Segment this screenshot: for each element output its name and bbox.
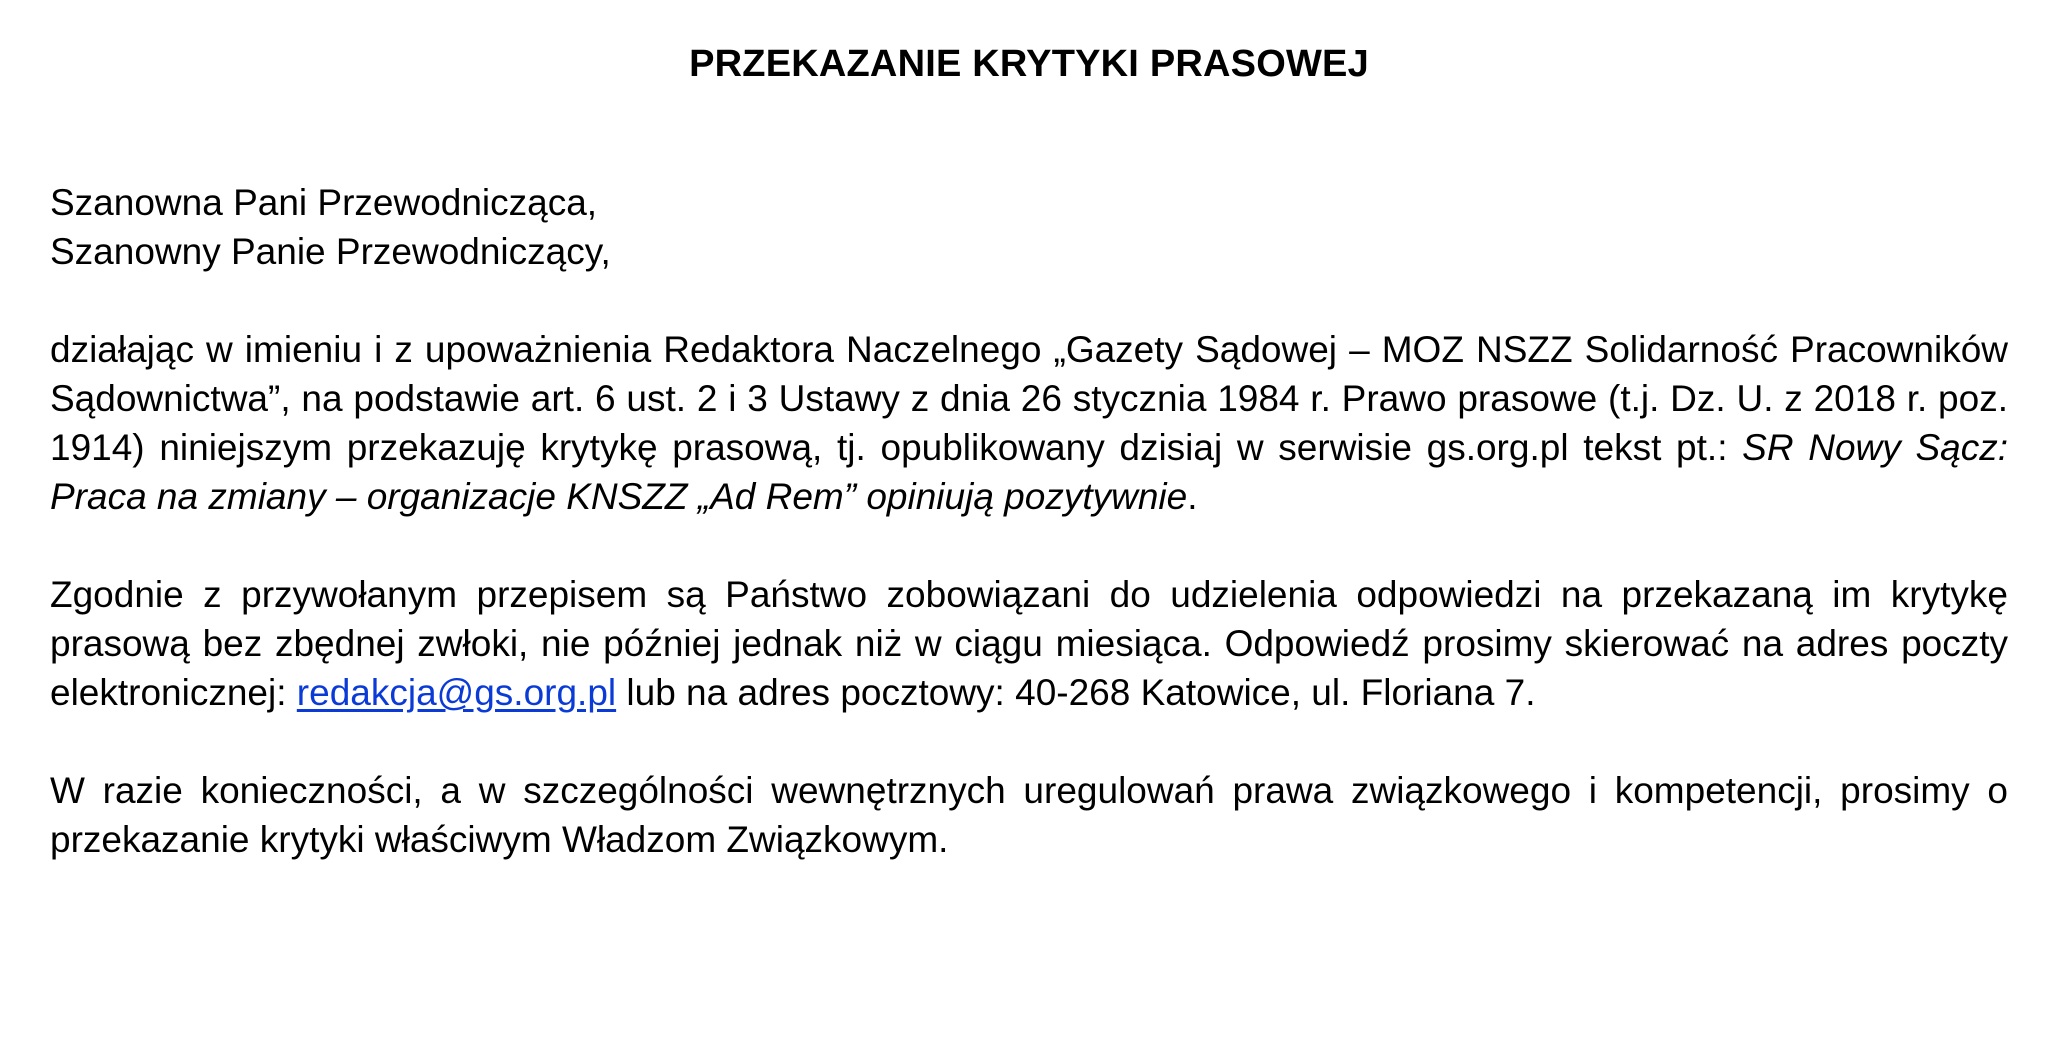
greeting xyxy=(50,178,2008,276)
greeting-line-2: Szanowny Panie Przewodniczący, xyxy=(50,231,611,272)
paragraph-response-request xyxy=(50,570,2008,717)
paragraph-response-address: lub na adres pocztowy: 40-268 Katowice, ul. Floriana 7. xyxy=(616,672,1536,713)
article-title: SR Nowy Sącz: Praca na zmiany – organizacje KNSZZ „Ad Rem” opiniują pozytywnie xyxy=(50,427,2008,517)
paragraph-authorization xyxy=(50,325,2008,521)
document-title: PRZEKAZANIE KRYTYKI PRASOWEJ xyxy=(689,43,1369,85)
greeting-line-1: Szanowna Pani Przewodnicząca, xyxy=(50,182,598,223)
letter-page xyxy=(50,0,2008,864)
paragraph-forwarding: W razie konieczności, a w szczególności wewnętrznych uregulowań prawa związkowego i kompetencji, prosimy o przekazanie krytyki właściwym Władzom Związkowym. xyxy=(50,770,2008,860)
paragraph-response-text: Zgodnie z przywołanym przepisem są Państwo zobowiązani do udzielenia odpowiedzi na przekazaną im krytykę prasową bez zbędnej zwłoki, nie później jednak niż w ciągu miesiąca. Odpowiedź prosimy skierować na adres poczty elektronicznej: xyxy=(50,574,2008,713)
paragraph-authorization-text: działając w imieniu i z upoważnienia Redaktora Naczelnego „Gazety Sądowej – MOZ NSZZ Solidarność Pracowników Sądownictwa”, na podstawie art. 6 ust. 2 i 3 Ustawy z dnia 26 stycznia 1984 r. Prawo prasowe (t.j. Dz. U. z 2018 r. poz. 1914) niniejszym przekazuję krytykę prasową, tj. opublikowany dzisiaj w serwisie gs.org.pl tekst pt.: xyxy=(50,329,2008,468)
email-link[interactable]: redakcja@gs.org.pl xyxy=(296,672,617,713)
paragraph-authorization-end: . xyxy=(1187,476,1198,517)
